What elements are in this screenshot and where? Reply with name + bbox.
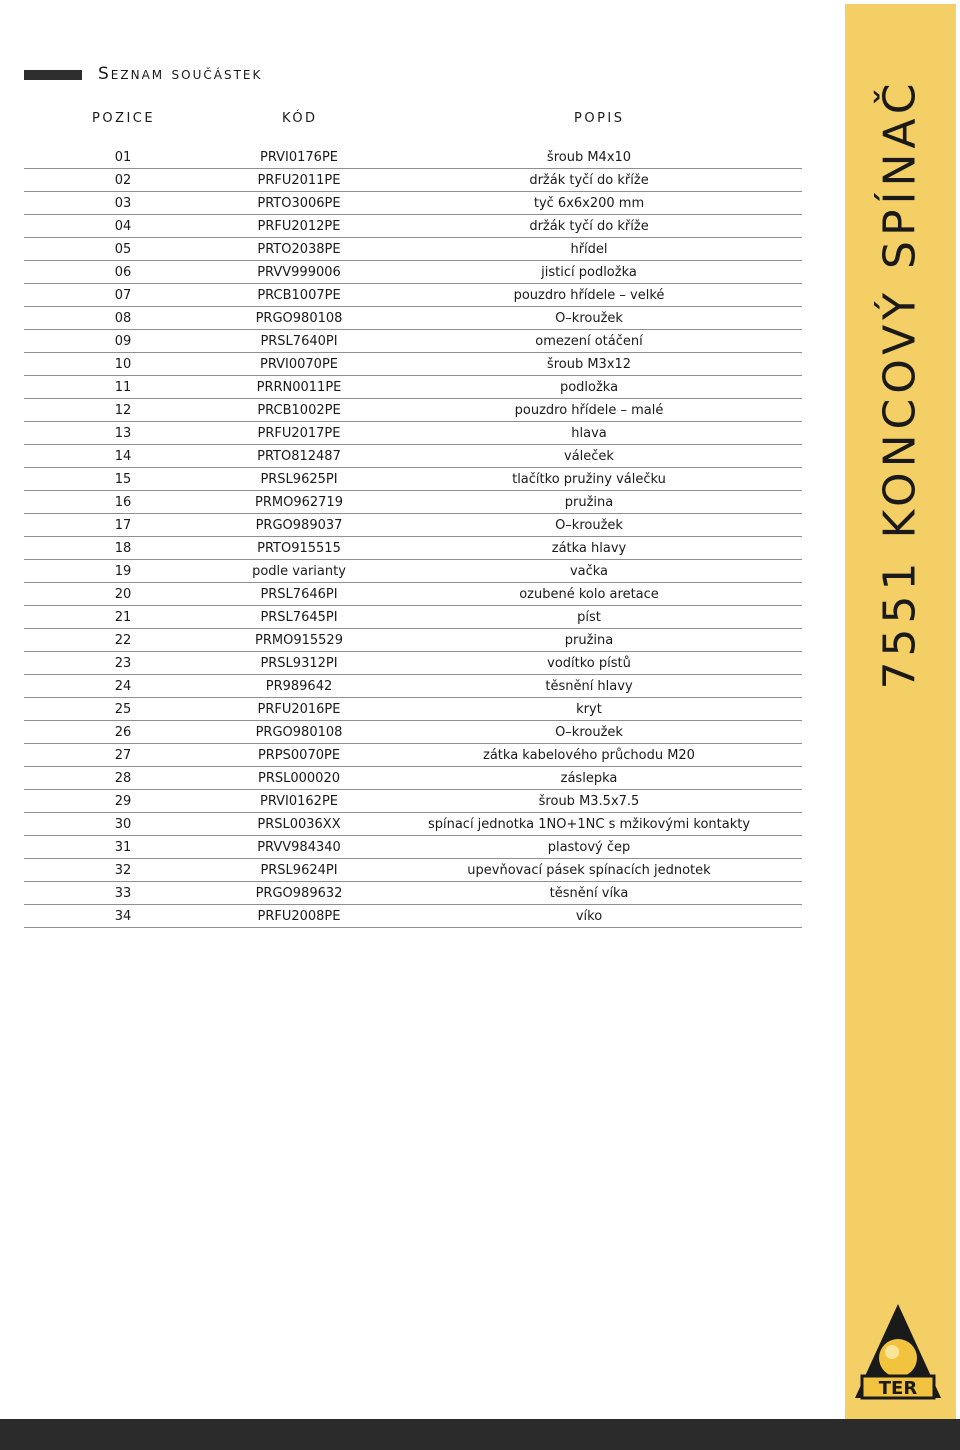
cell-popis: kryt (376, 698, 802, 721)
cell-kod: PRPS0070PE (222, 744, 376, 767)
cell-kod: PR989642 (222, 675, 376, 698)
table-row (24, 146, 802, 169)
cell-pozice: 30 (24, 813, 222, 836)
table-row (24, 169, 802, 192)
table-row (24, 652, 802, 675)
table-row (24, 353, 802, 376)
cell-popis: O–kroužek (376, 514, 802, 537)
cell-kod: PRGO980108 (222, 721, 376, 744)
cell-kod: PRTO812487 (222, 445, 376, 468)
cell-popis: hřídel (376, 238, 802, 261)
cell-kod: PRFU2016PE (222, 698, 376, 721)
ter-logo (852, 1300, 944, 1404)
cell-kod: PRTO2038PE (222, 238, 376, 261)
table-row (24, 376, 802, 399)
cell-pozice: 34 (24, 905, 222, 928)
cell-kod: PRMO962719 (222, 491, 376, 514)
table-row (24, 399, 802, 422)
cell-popis: váleček (376, 445, 802, 468)
cell-kod: PRSL0036XX (222, 813, 376, 836)
cell-popis: šroub M4x10 (376, 146, 802, 169)
cell-popis: držák tyčí do kříže (376, 169, 802, 192)
cell-pozice: 15 (24, 468, 222, 491)
table-row (24, 583, 802, 606)
cell-kod: PRVV999006 (222, 261, 376, 284)
cell-pozice: 11 (24, 376, 222, 399)
cell-pozice: 17 (24, 514, 222, 537)
parts-table (24, 146, 802, 928)
cell-popis: plastový čep (376, 836, 802, 859)
cell-popis: podložka (376, 376, 802, 399)
table-row (24, 491, 802, 514)
cell-pozice: 26 (24, 721, 222, 744)
cell-pozice: 09 (24, 330, 222, 353)
cell-popis: upevňovací pásek spínacích jednotek (376, 859, 802, 882)
table-row (24, 606, 802, 629)
table-row (24, 330, 802, 353)
cell-kod: PRGO989632 (222, 882, 376, 905)
cell-kod: PRVI0176PE (222, 146, 376, 169)
cell-pozice: 13 (24, 422, 222, 445)
table-row (24, 905, 802, 928)
side-title: 7551 KONCOVÝ SPÍNAČ (874, 78, 926, 690)
cell-kod: PRGO980108 (222, 307, 376, 330)
cell-pozice: 14 (24, 445, 222, 468)
cell-pozice: 03 (24, 192, 222, 215)
cell-kod: PRSL7646PI (222, 583, 376, 606)
cell-kod: PRVI0070PE (222, 353, 376, 376)
cell-kod: PRMO915529 (222, 629, 376, 652)
table-row (24, 721, 802, 744)
cell-pozice: 05 (24, 238, 222, 261)
cell-pozice: 18 (24, 537, 222, 560)
cell-pozice: 27 (24, 744, 222, 767)
cell-kod: PRFU2008PE (222, 905, 376, 928)
cell-popis: šroub M3x12 (376, 353, 802, 376)
cell-pozice: 25 (24, 698, 222, 721)
cell-pozice: 19 (24, 560, 222, 583)
cell-popis: držák tyčí do kříže (376, 215, 802, 238)
table-row (24, 215, 802, 238)
column-header-popis: POPIS (574, 111, 625, 126)
table-row (24, 836, 802, 859)
cell-kod: PRSL7645PI (222, 606, 376, 629)
cell-pozice: 29 (24, 790, 222, 813)
table-row (24, 514, 802, 537)
cell-popis: zátka kabelového průchodu M20 (376, 744, 802, 767)
column-header-kod: KÓD (282, 111, 318, 126)
cell-popis: těsnění hlavy (376, 675, 802, 698)
cell-pozice: 24 (24, 675, 222, 698)
table-row (24, 859, 802, 882)
cell-kod: podle varianty (222, 560, 376, 583)
cell-kod: PRTO915515 (222, 537, 376, 560)
cell-kod: PRSL000020 (222, 767, 376, 790)
cell-popis: pružina (376, 629, 802, 652)
cell-pozice: 01 (24, 146, 222, 169)
cell-popis: pouzdro hřídele – velké (376, 284, 802, 307)
cell-pozice: 32 (24, 859, 222, 882)
cell-kod: PRSL9624PI (222, 859, 376, 882)
table-row (24, 629, 802, 652)
cell-kod: PRVI0162PE (222, 790, 376, 813)
cell-pozice: 33 (24, 882, 222, 905)
table-row (24, 192, 802, 215)
cell-popis: tyč 6x6x200 mm (376, 192, 802, 215)
cell-kod: PRSL9625PI (222, 468, 376, 491)
cell-kod: PRRN0011PE (222, 376, 376, 399)
cell-kod: PRSL9312PI (222, 652, 376, 675)
cell-kod: PRCB1002PE (222, 399, 376, 422)
cell-kod: PRSL7640PI (222, 330, 376, 353)
logo-text: TER (878, 1378, 918, 1399)
table-row (24, 698, 802, 721)
table-row (24, 537, 802, 560)
table-row (24, 744, 802, 767)
cell-kod: PRCB1007PE (222, 284, 376, 307)
cell-popis: O–kroužek (376, 721, 802, 744)
cell-popis: O–kroužek (376, 307, 802, 330)
cell-popis: pouzdro hřídele – malé (376, 399, 802, 422)
cell-pozice: 07 (24, 284, 222, 307)
table-row (24, 882, 802, 905)
header-bar (24, 70, 82, 80)
cell-pozice: 22 (24, 629, 222, 652)
logo-sphere (879, 1339, 917, 1377)
cell-popis: vodítko pístů (376, 652, 802, 675)
cell-pozice: 23 (24, 652, 222, 675)
cell-popis: zátka hlavy (376, 537, 802, 560)
cell-kod: PRTO3006PE (222, 192, 376, 215)
cell-pozice: 21 (24, 606, 222, 629)
cell-pozice: 04 (24, 215, 222, 238)
table-row (24, 560, 802, 583)
table-row (24, 284, 802, 307)
column-header-pozice: POZICE (92, 111, 156, 126)
bottom-bar (0, 1419, 960, 1450)
cell-kod: PRGO989037 (222, 514, 376, 537)
cell-popis: omezení otáčení (376, 330, 802, 353)
table-row (24, 790, 802, 813)
logo-sphere-highlight (885, 1345, 899, 1359)
cell-kod: PRFU2011PE (222, 169, 376, 192)
table-row (24, 813, 802, 836)
cell-popis: pružina (376, 491, 802, 514)
section-title: Seznam součástek (98, 64, 263, 84)
cell-pozice: 28 (24, 767, 222, 790)
cell-popis: píst (376, 606, 802, 629)
cell-popis: těsnění víka (376, 882, 802, 905)
table-row (24, 675, 802, 698)
cell-pozice: 31 (24, 836, 222, 859)
cell-popis: ozubené kolo aretace (376, 583, 802, 606)
cell-pozice: 02 (24, 169, 222, 192)
cell-pozice: 20 (24, 583, 222, 606)
table-row (24, 238, 802, 261)
table-row (24, 468, 802, 491)
cell-popis: hlava (376, 422, 802, 445)
table-row (24, 422, 802, 445)
cell-kod: PRVV984340 (222, 836, 376, 859)
table-row (24, 261, 802, 284)
cell-popis: záslepka (376, 767, 802, 790)
cell-pozice: 10 (24, 353, 222, 376)
table-row (24, 307, 802, 330)
cell-popis: jisticí podložka (376, 261, 802, 284)
cell-popis: vačka (376, 560, 802, 583)
cell-popis: spínací jednotka 1NO+1NC s mžikovými kontakty (376, 813, 802, 836)
parts-table-body (24, 146, 802, 928)
table-row (24, 767, 802, 790)
cell-popis: tlačítko pružiny válečku (376, 468, 802, 491)
cell-pozice: 06 (24, 261, 222, 284)
cell-pozice: 16 (24, 491, 222, 514)
cell-kod: PRFU2017PE (222, 422, 376, 445)
cell-popis: víko (376, 905, 802, 928)
cell-pozice: 12 (24, 399, 222, 422)
cell-kod: PRFU2012PE (222, 215, 376, 238)
cell-pozice: 08 (24, 307, 222, 330)
cell-popis: šroub M3.5x7.5 (376, 790, 802, 813)
table-row (24, 445, 802, 468)
